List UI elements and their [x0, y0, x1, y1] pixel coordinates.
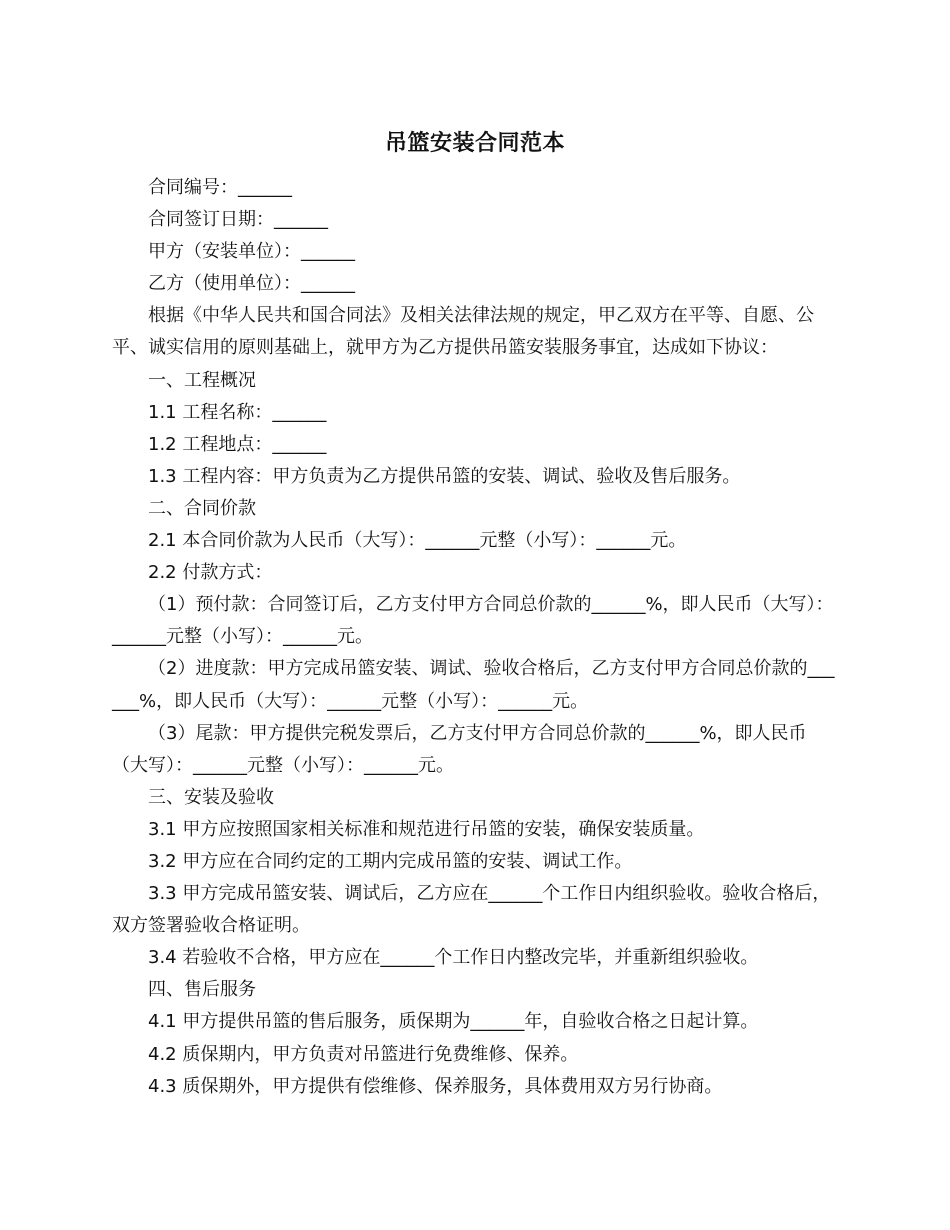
- document-body: [112, 172, 838, 1103]
- section-heading: 二、合同价款: [148, 497, 256, 519]
- clause-paragraph: （3）尾款：甲方提供完税发票后，乙方支付甲方合同总价款的______%，即人民币（大写）：______元整（小写）：______元。: [112, 722, 807, 776]
- clause-paragraph: （1）预付款：合同签订后，乙方支付甲方合同总价款的______%，即人民币（大写）：______元整（小写）：______元。: [112, 594, 834, 648]
- clause-paragraph: 4.2 质保期内，甲方负责对吊篮进行免费维修、保养。: [148, 1043, 579, 1065]
- clause-paragraph: 4.3 质保期外，甲方提供有偿维修、保养服务，具体费用双方另行协商。: [148, 1075, 723, 1097]
- party-a-field: 甲方（安装单位）：______: [148, 241, 355, 263]
- clause-paragraph: 1.1 工程名称：______: [148, 401, 327, 423]
- clause-paragraph: 2.2 付款方式：: [148, 562, 273, 584]
- clause-paragraph: 1.3 工程内容：甲方负责为乙方提供吊篮的安装、调试、验收及售后服务。: [148, 465, 741, 487]
- contract-number-field: 合同编号：______: [148, 177, 292, 198]
- section-heading: 一、工程概况: [148, 369, 256, 391]
- clause-paragraph: 3.1 甲方应按照国家相关标准和规范进行吊篮的安装，确保安装质量。: [148, 818, 705, 840]
- clause-paragraph: （2）进度款：甲方完成吊篮安装、调试、验收合格后，乙方支付甲方合同总价款的______%，即人民币（大写）：______元整（小写）：______元。: [112, 658, 835, 712]
- preamble-paragraph: 根据《中华人民共和国合同法》及相关法律法规的规定，甲乙双方在平等、自愿、公平、诚实信用的原则基础上，就甲方为乙方提供吊篮安装服务事宜，达成如下协议：: [112, 305, 814, 359]
- contract-date-field: 合同签订日期：______: [148, 209, 328, 231]
- clause-paragraph: 2.1 本合同价款为人民币（大写）：______元整（小写）：______元。: [148, 530, 687, 552]
- section-heading: 四、售后服务: [148, 979, 256, 1001]
- clause-paragraph: 3.2 甲方应在合同约定的工期内完成吊篮的安装、调试工作。: [148, 850, 633, 872]
- clause-paragraph: 4.1 甲方提供吊篮的售后服务，质保期为______年，自验收合格之日起计算。: [148, 1011, 759, 1033]
- document-title: 吊篮安装合同范本: [384, 131, 565, 156]
- clause-paragraph: 3.4 若验收不合格，甲方应在______个工作日内整改完毕，并重新组织验收。: [148, 947, 759, 969]
- party-b-field: 乙方（使用单位）：______: [148, 273, 355, 295]
- clause-paragraph: 3.3 甲方完成吊篮安装、调试后，乙方应在______个工作日内组织验收。验收合格后，双方签署验收合格证明。: [112, 883, 831, 937]
- clause-paragraph: 1.2 工程地点：______: [148, 433, 327, 455]
- section-heading: 三、安装及验收: [148, 786, 274, 808]
